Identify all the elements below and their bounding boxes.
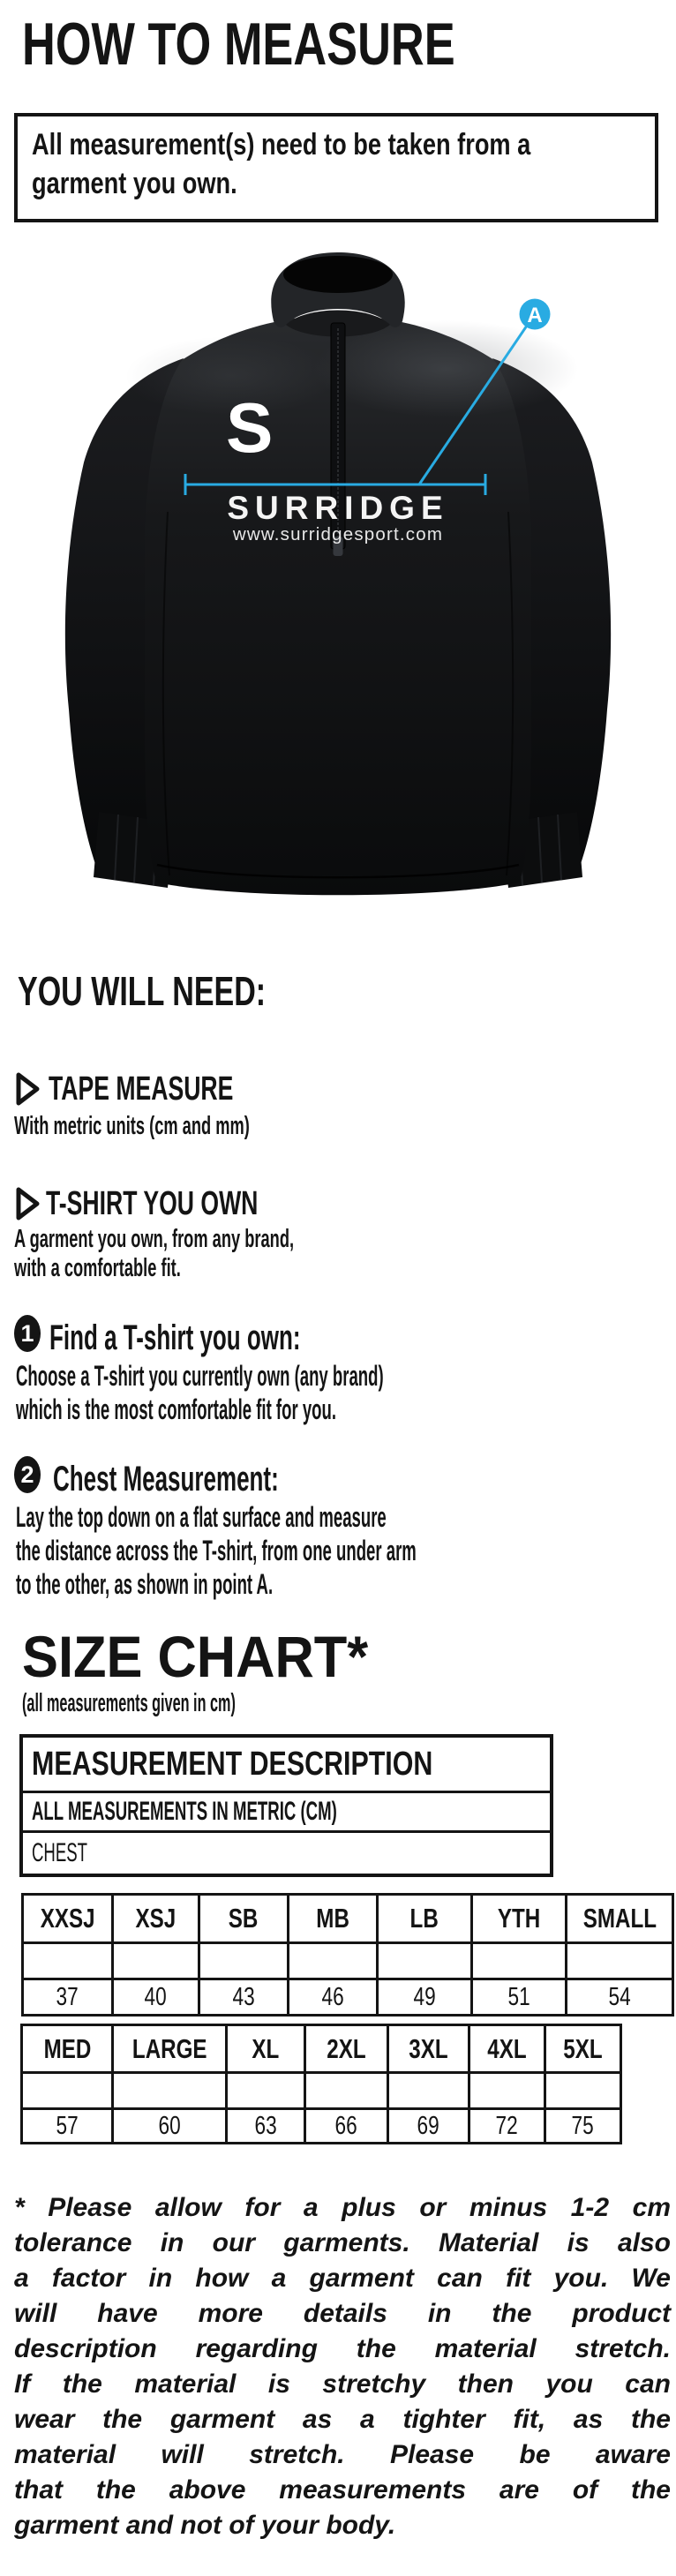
triangle-outline-icon: [16, 1186, 41, 1221]
size-header-cell: XSJ: [114, 1896, 200, 1941]
size-value-cell: 37: [24, 1980, 114, 2014]
size-chart-heading: SIZE CHART*: [22, 1624, 369, 1689]
notice-box: [14, 113, 658, 222]
brand-monogram: S: [226, 388, 274, 467]
size-value-cell: 63: [228, 2110, 306, 2142]
size-header-cell: XXSJ: [24, 1896, 114, 1941]
description-table-row: MEASUREMENT DESCRIPTION: [23, 1738, 550, 1793]
size-header-cell: SB: [200, 1896, 289, 1941]
brand-wordmark: SURRIDGE: [227, 490, 449, 526]
size-value-cell: 69: [389, 2110, 470, 2142]
size-table-2: [20, 2024, 622, 2144]
text-line: All measurement(s) need to be taken from a: [32, 128, 531, 161]
text-line: Lay the top down on a flat surface and measure: [16, 1501, 387, 1533]
text-line: * Please allow for a plus or minus 1-2 cm: [14, 2193, 671, 2222]
step-1-desc: [16, 1359, 650, 1426]
spacer-cell: [546, 2074, 620, 2107]
text-line: With metric units (cm and mm): [14, 1112, 250, 1140]
garment-figure: [0, 247, 676, 905]
step-number-badge: 1: [14, 1315, 41, 1352]
text-line: wear the garment as a tighter fit, as the: [14, 2405, 671, 2434]
text-line: description regarding the material stretch.: [14, 2334, 671, 2363]
spacer-cell: [289, 1944, 379, 1978]
size-value-cell: 46: [289, 1980, 379, 2014]
measurement-description-table: [19, 1734, 553, 1877]
text-line: the distance across the T-shirt, from one under arm: [16, 1535, 417, 1566]
spacer-cell: [228, 2074, 306, 2107]
step-2-title: Chest Measurement:: [53, 1460, 279, 1498]
spacer-cell: [114, 2074, 228, 2107]
text-line: to the other, as shown in point A.: [16, 1568, 274, 1600]
step-1-title: Find a T-shirt you own:: [49, 1318, 301, 1357]
size-value-cell: 60: [114, 2110, 228, 2142]
size-header-cell: 5XL: [563, 2032, 603, 2064]
size-header-cell: SMALL: [582, 1903, 657, 1934]
text-line: that the above measurements are of the: [14, 2475, 671, 2505]
size-value-cell: 54: [608, 1982, 631, 2011]
size-value-cell: 57: [23, 2110, 114, 2142]
marker-a-badge: [520, 299, 551, 330]
text-line: A garment you own, from any brand,: [14, 1225, 295, 1253]
size-chart-subheading: (all measurements given in cm): [22, 1689, 236, 1717]
step-number-badge: 2: [14, 1456, 41, 1493]
size-header-cell: LARGE: [114, 2026, 228, 2071]
spacer-cell: [114, 1944, 200, 1978]
size-header-cell: MED: [23, 2026, 114, 2071]
description-table-row: ALL MEASUREMENTS IN METRIC (CM): [23, 1793, 550, 1833]
size-header-cell: LB: [379, 1896, 473, 1941]
text-line: a factor in how a garment can fit you. We: [14, 2264, 671, 2293]
text-line: garment and not of your body.: [14, 2511, 396, 2540]
table-row: [23, 2110, 620, 2142]
size-value-cell: 51: [473, 1980, 567, 2014]
need-item-tape-desc: [14, 1112, 388, 1141]
step-2-desc: [16, 1500, 676, 1601]
description-table-row: CHEST: [32, 1838, 88, 1867]
size-header-cell: 3XL: [389, 2026, 470, 2071]
text-line: with a comfortable fit.: [14, 1254, 181, 1282]
spacer-cell: [567, 1944, 672, 1978]
garment-illustration: [65, 252, 611, 895]
spacer-cell: [200, 1944, 289, 1978]
size-value-cell: 75: [571, 2111, 595, 2140]
need-item-tshirt-desc: [14, 1225, 458, 1283]
text-line: which is the most comfortable fit for you.: [16, 1393, 336, 1425]
text-line: tolerance in our garments. Material is also: [14, 2228, 671, 2257]
spacer-cell: [24, 1944, 114, 1978]
text-line: material will stretch. Please be aware: [14, 2440, 671, 2469]
svg-text:A: A: [527, 304, 543, 327]
text-line: garment you own.: [32, 167, 237, 200]
need-item-tshirt-title: T-SHIRT YOU OWN: [46, 1185, 259, 1222]
table-row: [24, 1944, 672, 1980]
size-value-cell: 66: [306, 2110, 389, 2142]
size-header-cell: XL: [228, 2026, 306, 2071]
need-item-tape-title: TAPE MEASURE: [49, 1070, 234, 1108]
table-row: [23, 2026, 620, 2074]
size-table-1: [21, 1893, 674, 2016]
brand-url: www.surridgesport.com: [232, 524, 444, 544]
spacer-cell: [389, 2074, 470, 2107]
tolerance-footnote: [14, 2190, 671, 2543]
spacer-cell: [473, 1944, 567, 1978]
text-line: Choose a T-shirt you currently own (any brand): [16, 1360, 384, 1392]
triangle-outline-icon: [16, 1071, 41, 1107]
page-title: HOW TO MEASURE: [22, 11, 455, 78]
text-line: If the material is stretchy then you can: [14, 2369, 671, 2399]
size-header-cell: 2XL: [306, 2026, 389, 2071]
table-row: [23, 2074, 620, 2110]
size-header-cell: MB: [289, 1896, 379, 1941]
size-header-cell: YTH: [473, 1896, 567, 1941]
spacer-cell: [379, 1944, 473, 1978]
size-value-cell: 72: [470, 2110, 546, 2142]
size-value-cell: 43: [200, 1980, 289, 2014]
text-line: will have more details in the product: [14, 2299, 671, 2328]
you-will-need-heading: YOU WILL NEED:: [18, 968, 267, 1014]
table-row: [24, 1980, 672, 2014]
table-row: [24, 1896, 672, 1944]
size-value-cell: 49: [379, 1980, 473, 2014]
spacer-cell: [470, 2074, 546, 2107]
spacer-cell: [23, 2074, 114, 2107]
spacer-cell: [306, 2074, 389, 2107]
size-value-cell: 40: [114, 1980, 200, 2014]
size-header-cell: 4XL: [470, 2026, 546, 2071]
